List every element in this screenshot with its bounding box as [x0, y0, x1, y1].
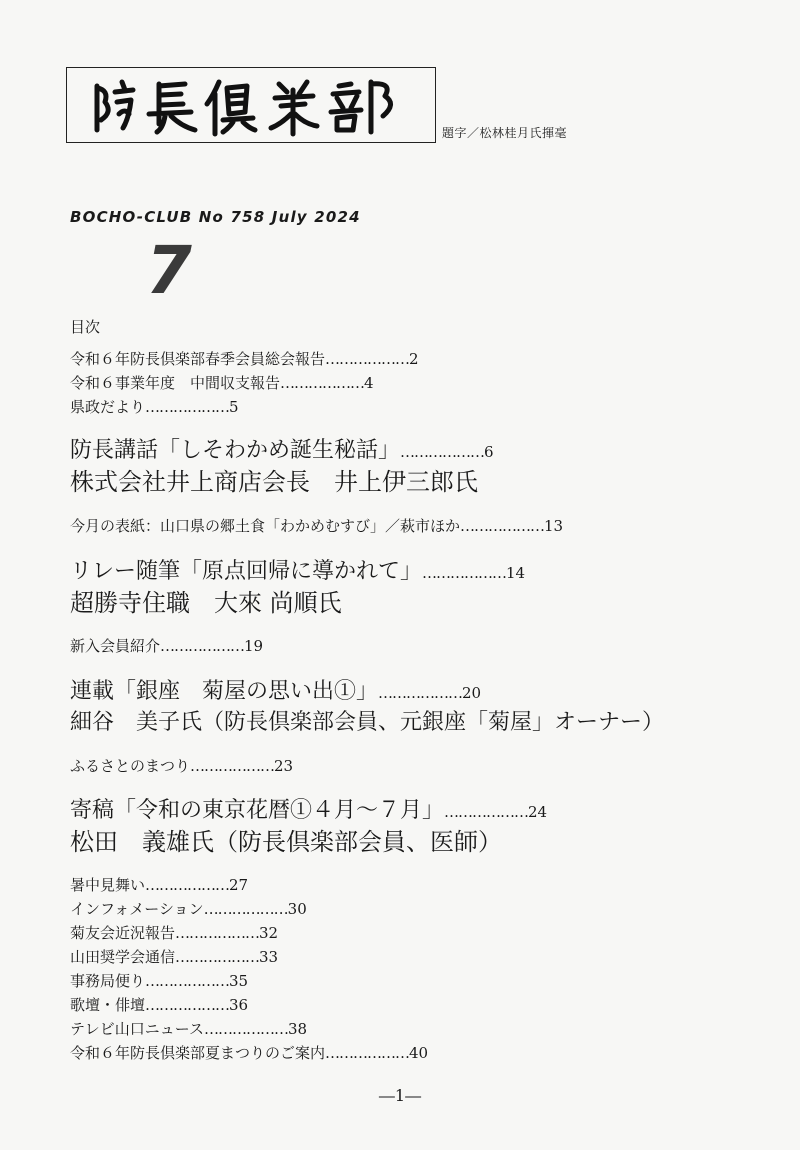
toc-entry — [70, 347, 419, 371]
toc-entry-title: 令和６年防長倶楽部春季会員総会報告 — [70, 350, 326, 368]
month-number: 7 — [146, 232, 192, 309]
toc-entry — [70, 514, 563, 538]
toc-entry-title: ふるさとのまつり — [70, 757, 191, 775]
toc-entry-page: 30 — [287, 900, 307, 918]
toc-entry-title: 事務局便り — [70, 972, 146, 990]
toc-entry-page: 4 — [364, 374, 374, 392]
toc-entry-page: 19 — [244, 637, 264, 655]
toc-feature — [70, 794, 547, 829]
toc-entry-page: 20 — [462, 684, 482, 702]
toc-feature — [70, 555, 525, 590]
leader-dots: ……………… — [175, 948, 260, 966]
leader-dots: ……………… — [400, 443, 485, 461]
toc-entry-page: 23 — [274, 757, 294, 775]
leader-dots: ……………… — [378, 684, 463, 702]
toc-feature-title: 寄稿「令和の東京花暦①４月～７月」 — [70, 798, 445, 823]
leader-dots: ……………… — [145, 876, 230, 894]
leader-dots: ……………… — [280, 374, 365, 392]
toc-entry-title: 県政だより — [70, 398, 146, 416]
leader-dots: ……………… — [145, 972, 230, 990]
leader-dots: ……………… — [460, 517, 545, 535]
toc-entry — [70, 945, 278, 969]
leader-dots: ……………… — [160, 637, 245, 655]
toc-entry-title: 令和６年防長倶楽部夏まつりのご案内 — [70, 1044, 326, 1062]
toc-entry — [70, 395, 239, 419]
toc-entry-page: 36 — [229, 996, 249, 1014]
toc-entry-page: 38 — [287, 1020, 308, 1038]
toc-entry-page: 27 — [229, 876, 249, 894]
toc-entry — [70, 634, 263, 658]
toc-feature-title: 防長講話「しそわかめ誕生秘話」 — [70, 438, 401, 463]
toc-entry — [70, 969, 248, 993]
toc-entry-title: 歌壇・俳壇 — [70, 996, 146, 1014]
toc-entry-page: 32 — [259, 924, 279, 942]
toc-entry-title: 今月の表紙：山口県の郷土食「わかめむすび」／萩市ほか — [70, 517, 461, 535]
toc-entry-page: 40 — [409, 1044, 429, 1062]
toc-entry — [70, 371, 374, 395]
toc-entry — [70, 897, 307, 921]
toc-entry-title: 山田奨学会通信 — [70, 948, 176, 966]
toc-entry — [70, 993, 248, 1017]
toc-entry — [70, 754, 293, 778]
leader-dots: ……………… — [325, 1044, 410, 1062]
toc-entry-page: 13 — [544, 517, 564, 535]
leader-dots: ……………… — [444, 803, 529, 821]
calligraphy-title-logo — [67, 68, 437, 144]
toc-entry — [70, 1017, 307, 1041]
calligraphy-title-box — [66, 67, 436, 143]
toc-feature-author: 超勝寺住職 大來 尚順氏 — [70, 589, 342, 617]
toc-feature-author: 細谷 美子氏（防長倶楽部会員、元銀座「菊屋」オーナー） — [70, 710, 665, 735]
toc-feature-title: リレー随筆「原点回帰に導かれて」 — [70, 559, 423, 584]
calligraphy-credit: 題字／松林桂月氏揮毫 — [442, 126, 568, 140]
toc-entry-title: 令和６事業年度 中間収支報告 — [70, 374, 281, 392]
toc-entry-title: 暑中見舞い — [70, 876, 146, 894]
toc-entry-title: 新入会員紹介 — [70, 637, 161, 655]
issue-line: BOCHO-CLUB No 758 July 2024 — [70, 208, 361, 226]
toc-heading: 目次 — [70, 318, 101, 336]
leader-dots: ……………… — [190, 757, 275, 775]
leader-dots: ……………… — [203, 900, 288, 918]
toc-entry-page: 6 — [484, 443, 494, 461]
toc-entry — [70, 921, 278, 945]
toc-entry-page: 35 — [229, 972, 249, 990]
toc-entry-page: 2 — [409, 350, 419, 368]
toc-entry — [70, 1041, 428, 1065]
toc-entry-title: テレビ山口ニュース — [70, 1020, 204, 1038]
toc-entry-page: 24 — [528, 803, 548, 821]
toc-entry — [70, 873, 248, 897]
toc-feature-author: 松田 義雄氏（防長倶楽部会員、医師） — [70, 828, 502, 856]
toc-entry-title: インフォメーション — [70, 900, 204, 918]
leader-dots: ……………… — [422, 564, 507, 582]
toc-entry-page: 14 — [506, 564, 526, 582]
leader-dots: ……………… — [145, 398, 230, 416]
leader-dots: ……………… — [175, 924, 260, 942]
page-number: ―1― — [378, 1086, 422, 1105]
toc-entry-title: 菊友会近況報告 — [70, 924, 176, 942]
leader-dots: ……………… — [325, 350, 410, 368]
toc-feature-author: 株式会社井上商店会長 井上伊三郎氏 — [70, 468, 478, 496]
toc-entry-page: 33 — [259, 948, 279, 966]
toc-feature-title: 連載「銀座 菊屋の思い出①」 — [70, 679, 379, 704]
toc-feature — [70, 675, 481, 710]
leader-dots: ……………… — [203, 1020, 288, 1038]
toc-entry-page: 5 — [229, 398, 239, 416]
leader-dots: ……………… — [145, 996, 230, 1014]
toc-feature — [70, 434, 494, 469]
